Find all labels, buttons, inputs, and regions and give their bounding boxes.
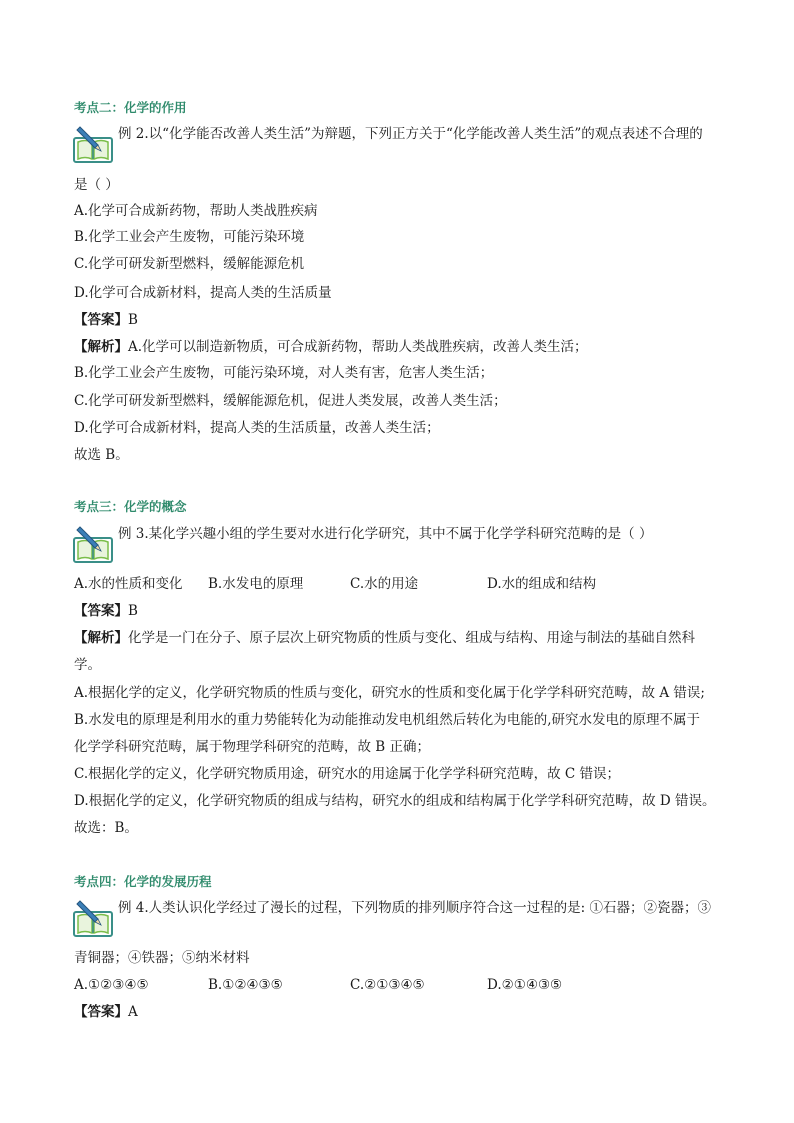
- option-c: C.化学可研发新型燃料，缓解能源危机: [74, 256, 305, 272]
- option-d: D.化学可合成新材料，提高人类的生活质量: [74, 285, 332, 301]
- question-text: 例 3.某化学兴趣小组的学生要对水进行化学研究，其中不属于化学学科研究范畴的是（ ）: [118, 526, 653, 542]
- answer-line: [74, 310, 138, 330]
- analysis-text: A.化学可以制造新物质，可合成新药物，帮助人类战胜疾病，改善人类生活；: [128, 339, 588, 355]
- answer-line: [74, 601, 138, 621]
- answer-tag: 【答案】: [74, 312, 128, 328]
- analysis-line: [74, 337, 588, 357]
- option-c: C.水的用途: [350, 576, 419, 592]
- option-a: A.水的性质和变化: [74, 576, 183, 592]
- option-b: B.①②④③⑤: [208, 977, 283, 993]
- pencil-notebook-icon: [72, 124, 116, 164]
- answer-tag: 【答案】: [74, 603, 128, 619]
- answer-value: B: [128, 312, 138, 328]
- option-c: C.②①③④⑤: [350, 977, 425, 993]
- answer-line: [74, 1002, 138, 1022]
- section-heading: 考点四：化学的发展历程: [74, 874, 212, 889]
- option-d: D.②①④③⑤: [487, 977, 563, 993]
- option-b: B.水发电的原理: [208, 576, 304, 592]
- analysis-text: D.化学可合成新材料，提高人类的生活质量，改善人类生活；: [74, 420, 440, 436]
- analysis-text: C.根据化学的定义，化学研究物质用途，研究水的用途属于化学学科研究范畴，故 C 错误；: [74, 766, 621, 782]
- answer-tag: 【答案】: [74, 1004, 128, 1020]
- analysis-text: 化学是一门在分子、原子层次上研究物质的性质与变化、组成与结构、用途与制法的基础自然科: [128, 630, 695, 646]
- option-b: B.化学工业会产生废物，可能污染环境: [74, 229, 305, 245]
- analysis-text: B.化学工业会产生废物，可能污染环境，对人类有害，危害人类生活；: [74, 365, 494, 381]
- analysis-tag: 【解析】: [74, 339, 128, 355]
- section-heading: 考点二：化学的作用: [74, 100, 187, 115]
- answer-value: A: [128, 1004, 138, 1020]
- question-text: 是（ ）: [74, 177, 119, 193]
- pencil-notebook-icon: [72, 524, 116, 564]
- analysis-tag: 【解析】: [74, 630, 128, 646]
- option-d: D.水的组成和结构: [487, 576, 597, 592]
- analysis-text: 学。: [74, 657, 101, 673]
- option-a: A.化学可合成新药物，帮助人类战胜疾病: [74, 203, 318, 219]
- analysis-text: 故选 B。: [74, 447, 129, 463]
- pencil-notebook-icon: [72, 898, 116, 938]
- analysis-text: 化学学科研究范畴，属于物理学科研究的范畴，故 B 正确；: [74, 739, 431, 755]
- analysis-text: B.水发电的原理是利用水的重力势能转化为动能推动发电机组然后转化为电能的,研究水发电的原理不属于: [74, 712, 701, 728]
- analysis-text: D.根据化学的定义，化学研究物质的组成与结构，研究水的组成和结构属于化学学科研究范畴，故 D 错误。: [74, 793, 716, 809]
- question-text: 例 2.以“化学能否改善人类生活”为辩题，下列正方关于“化学能改善人类生活”的观点表述不合理的: [118, 126, 703, 142]
- option-a: A.①②③④⑤: [74, 977, 149, 993]
- analysis-line: [74, 628, 695, 648]
- question-text: 例 4.人类认识化学经过了漫长的过程，下列物质的排列顺序符合这一过程的是: ①石器；②瓷器；③: [118, 900, 712, 916]
- analysis-text: A.根据化学的定义，化学研究物质的性质与变化，研究水的性质和变化属于化学学科研究范畴，故 A 错误;: [74, 685, 705, 701]
- question-text: 青铜器；④铁器；⑤纳米材料: [74, 950, 250, 966]
- section-heading: 考点三：化学的概念: [74, 499, 187, 514]
- answer-value: B: [128, 603, 138, 619]
- analysis-text: 故选：B。: [74, 820, 138, 836]
- analysis-text: C.化学可研发新型燃料，缓解能源危机，促进人类发展，改善人类生活；: [74, 393, 507, 409]
